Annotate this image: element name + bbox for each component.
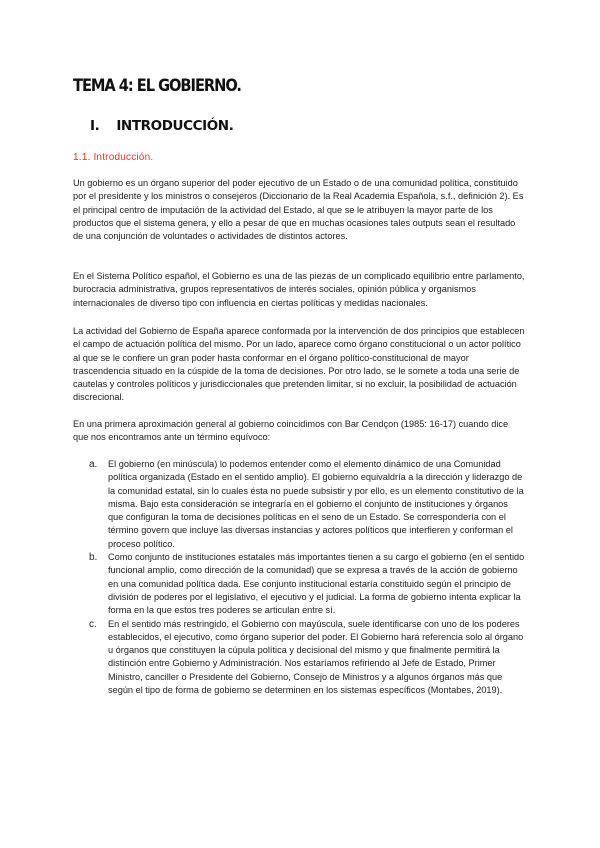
list-item [73, 618, 525, 698]
list-item [73, 458, 525, 551]
list-item-text: El gobierno (en minúscula) lo podemos entender como el elemento dinámico de una Comunidad política organizada (Estado en el sentido amplio). El gobierno equivaldría a la dirección y liderazgo de la comunidad estatal, sin lo cuales ésta no puede subsistir y por ello, es un elemento constitutivo de la misma. Bajo esta consideración se integraría en el gobierno el conjunto de instituciones y órganos que configuran la toma de decisiones políticas en el seno de un Estado. Se correspondería con el término govern que incluye las diversas instancias y actores políticos que interfieren y conforman el proceso político. [108, 459, 524, 549]
list-item [73, 551, 525, 617]
definition-list [73, 458, 525, 697]
subsection-title: 1.1. Introducción. [73, 152, 154, 163]
section-title: INTRODUCCIÓN. [116, 118, 234, 134]
section-heading [90, 118, 233, 134]
list-item-text: Como conjunto de instituciones estatales más importantes tienen a su cargo el gobierno (en el sentido funcional amplio, como dirección de la comunidad) que se expresa a través de la acción de gobierno en una comunidad política dada. Ese conjunto institucional estaría constituido según el principio de división de poderes por el legislativo, el ejecutivo y el judicial. La forma de gobierno intenta explicar la forma en la que estos tres poderes se articulan entre sí. [108, 552, 525, 616]
list-marker: c. [89, 618, 97, 630]
list-item-text: En el sentido más restringido, el Gobierno con mayúscula, suele identificarse con uno de los poderes establecidos, el ejecutivo, como órgano superior del poder. El Gobierno hará referencia solo al órgano u órganos que constituyen la cúpula política y decisional del mismo y que finalmente permitirá la distinción entre Gobierno y Administración. Nos estaríamos refiriendo al Jefe de Estado, Primer Ministro, canciller o Presidente del Gobierno, Consejo de Ministros y a algunos órganos más que según el tipo de forma de gobierno se determinen en los sistemas específicos (Montabes, 2019). [108, 618, 524, 696]
document-title: TEMA 4: EL GOBIERNO. [73, 76, 241, 96]
list-marker: b. [89, 552, 98, 564]
paragraph: La actividad del Gobierno de España aparece conformada por la intervención de dos principios que establecen el campo de actuación política del mismo. Por un lado, aparece como órgano constitucional o un actor político al que se le confiere un gran poder hasta conformar en el órgano político-constitucional de mayor trascendencia situado en la cúspide de la toma de decisiones. Por otro lado, se le somete a toda una serie de cautelas y controles políticos y jurisdiccionales que pretenden limitar, si no excluir, la posibilidad de actuación discrecional. [73, 326, 525, 403]
list-marker: a. [89, 459, 98, 470]
paragraph: En una primera aproximación general al gobierno coincidimos con Bar Cendçon (1985: 16-17) cuando dice que nos encontramos ante un término equívoco: [73, 419, 509, 443]
paragraph: Un gobierno es un órgano superior del poder ejecutivo de un Estado o de una comunidad política, constituido por el presidente y los ministros o consejeros (Diccionario de la Real Academia Española, s.f., definición 2). Es el principal centro de imputación de la actividad del Estado, al que se le atribuyen la mayor parte de los productos que el sistema genera, y ello a pesar de que en muchas ocasiones tales outputs sean el resultado de una conjunción de voluntades o actividades de distintos actores. [73, 178, 524, 242]
section-number: I. [90, 118, 100, 134]
paragraph: En el Sistema Político español, el Gobierno es una de las piezas de un complicado equilibrio entre parlamento, burocracia administrativa, grupos representativos de interés sociales, opinión pública y organismos internacionales de diverso tipo con influencia en ciertas políticas y medidas nacionales. [73, 271, 525, 308]
